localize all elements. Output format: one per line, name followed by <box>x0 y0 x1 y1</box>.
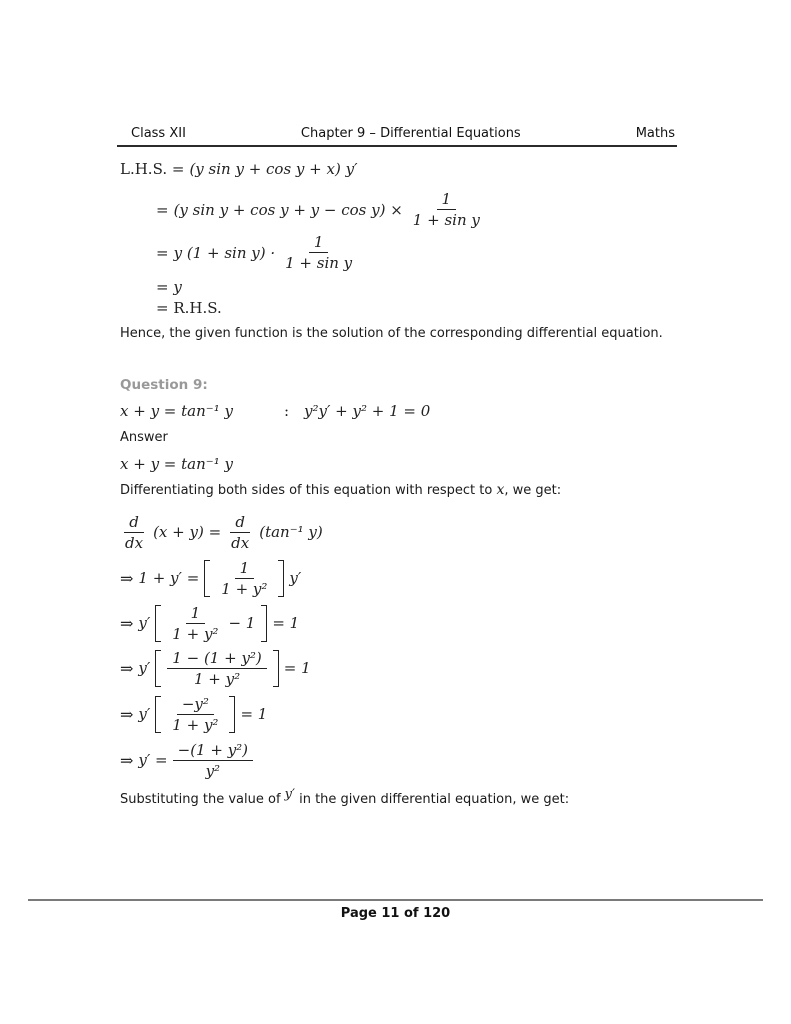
substitution-intro <box>120 786 682 809</box>
lhs-expression: (y sin y + cos y + x) y′ <box>189 160 358 178</box>
fraction-numerator: d <box>230 513 250 533</box>
page-number-label: Page 11 of 120 <box>340 906 451 921</box>
step-expression: = R.H.S. <box>156 299 222 317</box>
lhs-equation-line <box>120 160 682 178</box>
fraction-denominator: 1 + y² <box>172 715 219 734</box>
fraction <box>216 559 272 598</box>
fraction-denominator: 1 + sin y <box>412 211 480 229</box>
step-expression: 1 + y′ = <box>138 569 200 588</box>
question-separator: : <box>283 401 290 420</box>
right-square-bracket <box>261 605 267 642</box>
derivation-step-6 <box>120 741 682 780</box>
equals-sign: = <box>156 200 169 219</box>
step-expression: y′ <box>138 659 151 678</box>
substitution-variable: y′ <box>284 786 295 802</box>
page-content <box>120 158 682 809</box>
fraction-numerator: −(1 + y²) <box>173 741 253 761</box>
step-expression-post: = 1 <box>283 659 311 678</box>
fraction-denominator: 1 + y² <box>172 624 219 643</box>
step-expression: = y <box>156 278 182 296</box>
derivation-step-3 <box>120 604 682 643</box>
left-square-bracket <box>204 560 210 597</box>
implies-symbol: ⇒ <box>120 613 134 633</box>
question-condition: y²y′ + y² + 1 = 0 <box>304 401 431 420</box>
right-square-bracket <box>273 650 279 687</box>
lhs-step-4 <box>156 278 682 296</box>
fraction <box>167 604 223 643</box>
fraction <box>408 190 485 229</box>
right-square-bracket <box>278 560 284 597</box>
lhs-step-5 <box>156 299 682 317</box>
page-header <box>117 126 677 147</box>
derivation-step-2 <box>120 559 682 598</box>
derivation-step-1 <box>120 513 682 552</box>
fraction <box>173 741 253 780</box>
left-square-bracket <box>155 605 161 642</box>
step-expression-post: y′ <box>289 569 302 588</box>
footer-rule <box>28 899 763 901</box>
fraction <box>167 695 223 734</box>
left-square-bracket <box>155 696 161 733</box>
fraction-denominator: y² <box>205 761 221 780</box>
substitution-text-pre: Substituting the value of <box>120 791 285 807</box>
equals-sign: = <box>156 243 169 262</box>
step-expression: y (1 + sin y) · <box>173 243 276 262</box>
derivative-fraction <box>226 513 254 552</box>
fraction-numerator: 1 <box>309 233 329 253</box>
substitution-text-post: in the given differential equation, we get: <box>294 791 570 807</box>
fraction <box>167 649 267 688</box>
implies-symbol: ⇒ <box>120 658 134 678</box>
intro-text-post: , we get: <box>504 482 562 498</box>
step-expression: (x + y) = <box>153 523 222 542</box>
right-square-bracket <box>229 696 235 733</box>
fraction-denominator: dx <box>231 533 250 552</box>
step-expression-post: = 1 <box>272 614 300 633</box>
fraction-numerator: d <box>124 513 144 533</box>
implies-symbol: ⇒ <box>120 704 134 724</box>
bracket-inner-expression: − 1 <box>228 614 256 633</box>
derivation-step-4 <box>120 649 682 688</box>
step-expression-tail: (tan⁻¹ y) <box>259 523 323 542</box>
lhs-step-2 <box>156 190 682 229</box>
header-class-label: Class XII <box>131 126 186 141</box>
answer-label: Answer <box>120 429 168 445</box>
fraction-denominator: 1 + sin y <box>285 254 353 272</box>
step-expression: y′ <box>138 705 151 724</box>
header-subject-label: Maths <box>635 126 675 141</box>
lhs-label: L.H.S. = <box>120 160 185 178</box>
fraction-numerator: 1 − (1 + y²) <box>167 649 267 669</box>
derivative-fraction <box>120 513 148 552</box>
derivation-step-5 <box>120 695 682 734</box>
conclusion-text: Hence, the given function is the solution of the corresponding differential equation. <box>120 326 663 341</box>
lhs-step-3 <box>156 233 682 272</box>
differentiation-intro <box>120 481 682 500</box>
intro-text-pre: Differentiating both sides of this equation with respect to <box>120 482 497 498</box>
fraction <box>280 233 357 272</box>
fraction-denominator: dx <box>125 533 144 552</box>
implies-symbol: ⇒ <box>120 750 134 770</box>
fraction-denominator: 1 + y² <box>221 579 268 598</box>
header-chapter-title: Chapter 9 – Differential Equations <box>300 126 521 141</box>
restated-equation: x + y = tan⁻¹ y <box>120 454 233 473</box>
restated-equation-line <box>120 455 682 473</box>
question-heading: Question 9: <box>120 376 208 393</box>
fraction-numerator: 1 <box>235 559 255 579</box>
fraction-numerator: −y² <box>177 695 214 715</box>
fraction-numerator: 1 <box>186 604 206 624</box>
step-expression: y′ <box>138 614 151 633</box>
implies-symbol: ⇒ <box>120 568 134 588</box>
step-expression-post: = 1 <box>240 705 268 724</box>
question-statement-line <box>120 402 682 420</box>
step-expression: (y sin y + cos y + y − cos y) × <box>173 200 403 219</box>
fraction-denominator: 1 + y² <box>193 669 241 688</box>
left-square-bracket <box>155 650 161 687</box>
fraction-numerator: 1 <box>437 190 457 210</box>
step-expression: y′ = <box>138 751 168 770</box>
intro-variable: x <box>496 481 505 498</box>
question-equation: x + y = tan⁻¹ y <box>120 401 233 420</box>
